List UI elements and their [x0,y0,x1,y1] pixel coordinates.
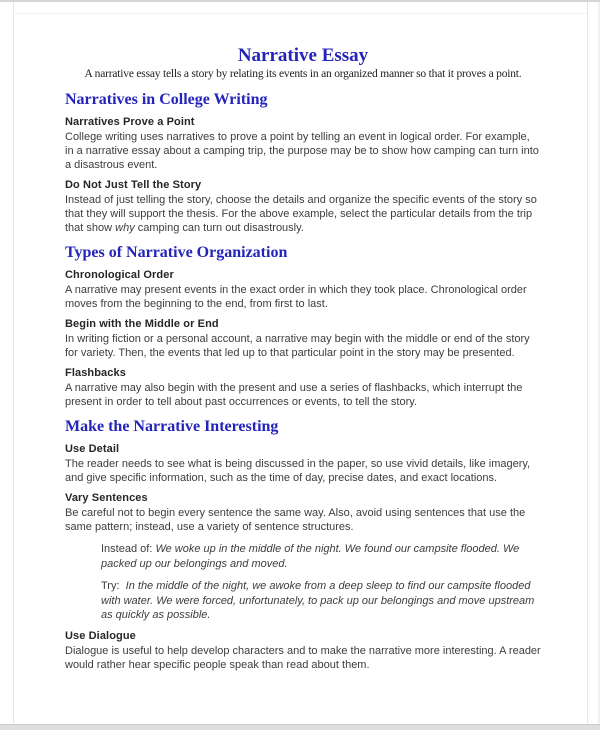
page-inner-top-line [13,13,587,14]
subheading-vary-sentences: Vary Sentences [65,492,148,504]
body-chronological-order: A narrative may present events in the exact order in which they took place. Chronological order moves from the beginning to the end, from first to last. [65,284,527,310]
document-content [65,44,541,672]
body-do-not-just-tell-the-story [65,193,541,235]
subheading-use-detail: Use Detail [65,443,120,455]
section-heading-narratives-in-college-writing: Narratives in College Writing [65,91,268,108]
example-text: We woke up in the middle of the night. We found our campsite flooded. We packed up our belongings and moved. [101,543,523,570]
example-paragraph-instead-of [101,542,541,571]
subheading-begin-with-the-middle-or-end: Begin with the Middle or End [65,318,219,330]
body-vary-sentences: Be careful not to begin every sentence the same way. Also, avoid using sentences that use the same pattern; instead, use a variety of sentence structures. [65,507,526,533]
example-paragraph-try [101,579,541,623]
page-right-border [587,2,588,724]
body-use-dialogue: Dialogue is useful to help develop characters and to make the narrative more interesting. A reader would rather hear specific people speak than read about them. [65,644,541,671]
body-text-run: Instead of just telling the story, choose the details and organize the specific events of the story so that they will support the thesis. For the above example, select the particular details from the trip that show [65,194,537,234]
example-text: In the middle of the night, we awoke from a deep sleep to find our campsite flooded with water. We were forced, unfortunately, to pack up our belongings and move upstream as quickly as possible. [101,580,538,621]
subheading-narratives-prove-a-point: Narratives Prove a Point [65,116,195,128]
page-top-edge [0,0,600,2]
section-heading-make-the-narrative-interesting: Make the Narrative Interesting [65,418,279,435]
page-title: Narrative Essay [237,45,369,66]
subheading-do-not-just-tell-the-story: Do Not Just Tell the Story [65,179,202,191]
subheading-flashbacks: Flashbacks [65,367,126,379]
body-flashbacks: A narrative may also begin with the present and use a series of flashbacks, which interrupt the present in order to tell about past occurrences or events, to tell the story. [65,382,523,408]
subheading-chronological-order: Chronological Order [65,269,174,281]
body-use-detail: The reader needs to see what is being discussed in the paper, so use vivid details, like imagery, and give specific information, such as the time of day, precise dates, and exact locations. [65,458,531,484]
page-subtitle: A narrative essay tells a story by relating its events in an organized manner so that it proves a point. [84,68,522,80]
subheading-use-dialogue: Use Dialogue [65,629,136,642]
page-left-border [13,2,14,724]
section-heading-types-of-narrative-organization: Types of Narrative Organization [65,244,288,261]
example-label: Try: [101,580,126,592]
italic-word: why [115,222,135,234]
page-bottom-edge [0,724,600,730]
body-text-run: camping can turn out disastrously. [134,222,304,234]
body-narratives-prove-a-point: College writing uses narratives to prove a point by telling an event in logical order. For example, in a narrative essay about a camping trip, the purpose may be to show how camping can turn into a disastrous event. [65,131,539,171]
body-begin-with-the-middle-or-end: In writing fiction or a personal account, a narrative may begin with the middle or end of the story for variety. Then, the events that led up to that particular point in the story may be presented. [65,333,530,359]
example-label: Instead of: [101,543,156,555]
